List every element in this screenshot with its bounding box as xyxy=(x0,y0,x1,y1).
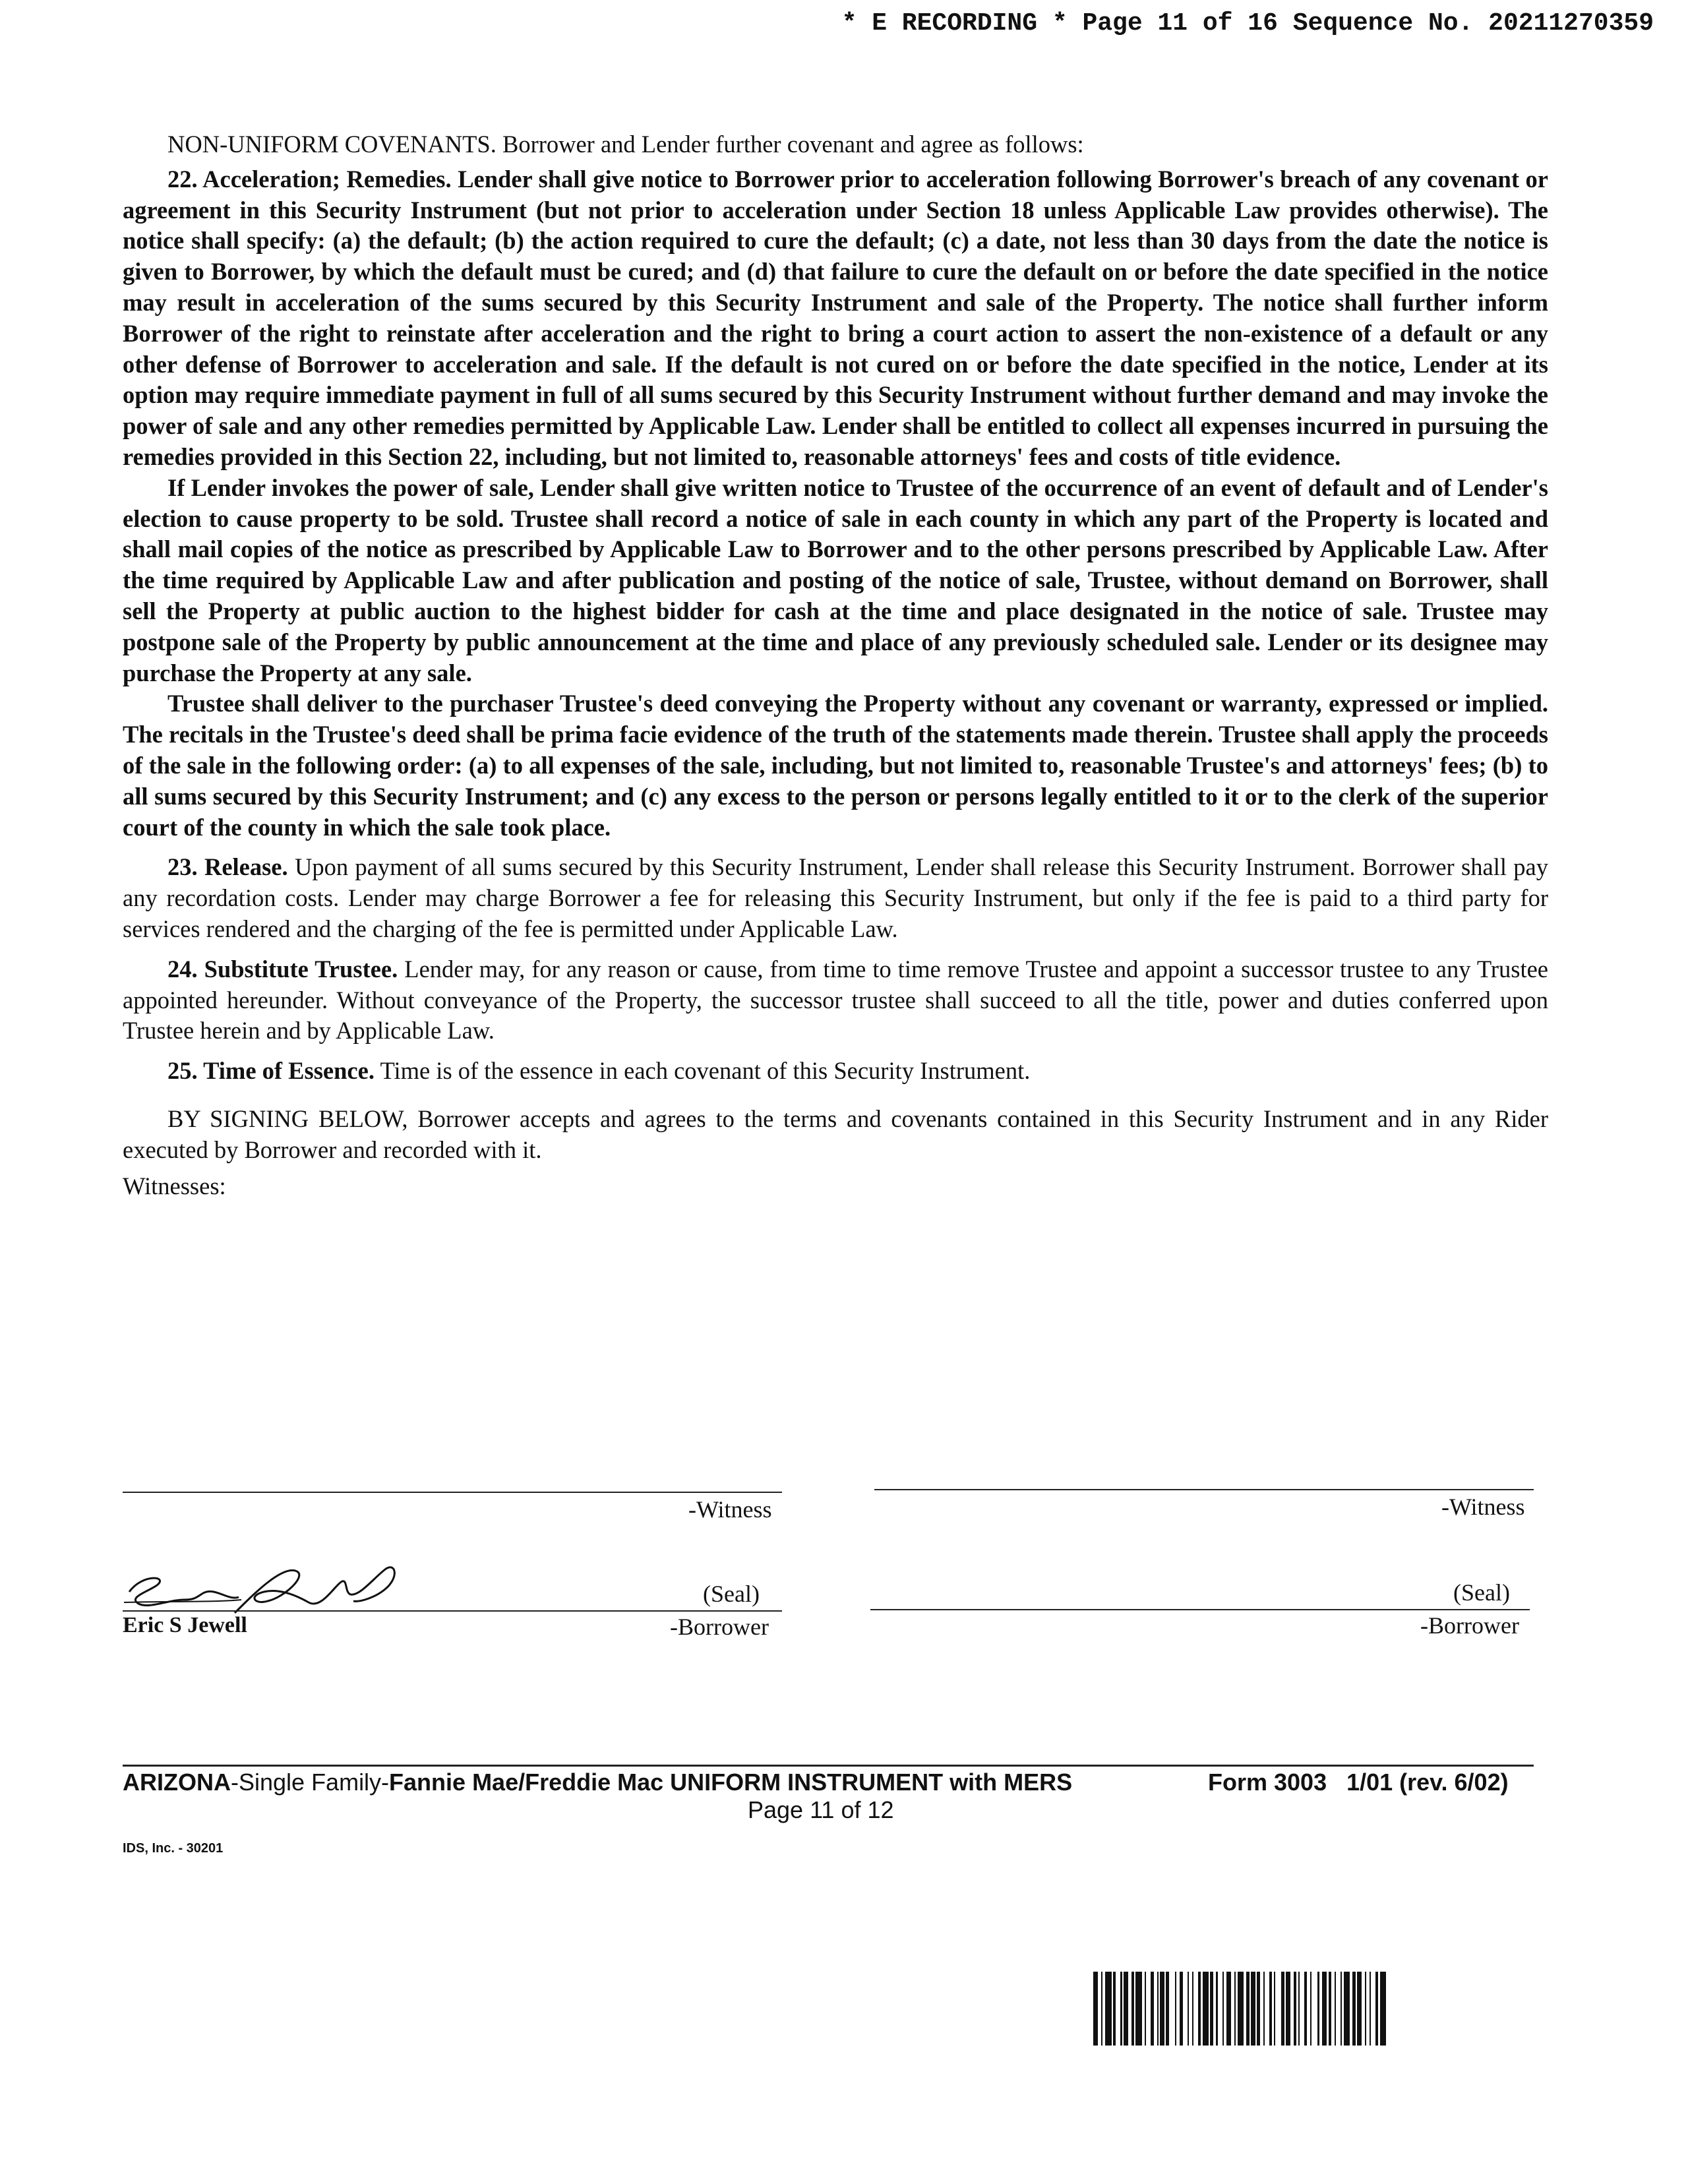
borrower-line-right xyxy=(870,1609,1530,1610)
barcode-bar xyxy=(1298,1972,1300,2046)
form-state: ARIZONA xyxy=(123,1769,231,1796)
footer-rule xyxy=(123,1765,1534,1767)
borrower-label-right: -Borrower xyxy=(1420,1612,1519,1639)
barcode-bar xyxy=(1101,1972,1102,2046)
barcode-bar xyxy=(1286,1972,1290,2046)
barcode-bar xyxy=(1145,1972,1146,2046)
barcode-bar xyxy=(1304,1972,1308,2046)
barcode-bar xyxy=(1157,1972,1159,2046)
section-24-paragraph xyxy=(123,954,1548,1046)
barcode-bar xyxy=(1352,1972,1356,2046)
barcode-bar xyxy=(1120,1972,1122,2046)
barcode-bar xyxy=(1310,1972,1311,2046)
seal-label-right: (Seal) xyxy=(1453,1579,1510,1606)
section-22-paragraph-1 xyxy=(123,164,1548,473)
barcode-bar xyxy=(1375,1972,1379,2046)
barcode-bar xyxy=(1124,1972,1128,2046)
witness-label-right: -Witness xyxy=(1441,1494,1525,1520)
barcode-bar xyxy=(1380,1972,1386,2046)
form-description xyxy=(123,1769,1072,1796)
barcode-bar xyxy=(1216,1972,1217,2046)
witness-line-right xyxy=(874,1489,1534,1490)
barcode-bar xyxy=(1166,1972,1169,2046)
barcode-bar xyxy=(1238,1972,1244,2046)
barcode-bar xyxy=(1251,1972,1255,2046)
barcode-bar xyxy=(1188,1972,1189,2046)
barcode-bar xyxy=(1335,1972,1336,2046)
footer-page-number: Page 11 of 12 xyxy=(748,1796,894,1823)
form-desc-plain: -Single Family- xyxy=(231,1769,390,1796)
barcode-bar xyxy=(1370,1972,1371,2046)
form-number: Form 3003 1/01 (rev. 6/02) xyxy=(1208,1769,1509,1796)
borrower-name: Eric S Jewell xyxy=(123,1613,247,1637)
borrower-label-left: -Borrower xyxy=(670,1614,769,1640)
section-22-paragraph-2: If Lender invokes the power of sale, Lender shall give written notice to Trustee of the occurrence of an event of default and of Lender's election to cause property to be sold. Trustee shall record a notice of sale in each county in which any part of the Property is located and shall mail copies of the notice as prescribed by Applicable Law to Borrower and to the other persons prescribed by Applicable Law. After the time required by Applicable Law and after publication and posting of the notice of sale, Trustee, without demand on Borrower, shall sell the Property at public auction to the highest bidder for cash at the time and place designated in the notice of sale. Trustee may postpone sale of the Property by public announcement at the time and place of any previously scheduled sale. Lender or its designee may purchase the Property at any sale. xyxy=(123,473,1548,686)
barcode-bar xyxy=(1274,1972,1275,2046)
barcode-bar xyxy=(1263,1972,1265,2046)
signing-statement: BY SIGNING BELOW, Borrower accepts and agrees to the terms and covenants contained in this Security Instrument and in any Rider executed by Borrower and recorded with it. xyxy=(123,1105,1548,1163)
barcode-bar xyxy=(1151,1972,1154,2046)
barcode-bar xyxy=(1160,1972,1164,2046)
witnesses-label: Witnesses: xyxy=(123,1172,226,1199)
barcode-bar xyxy=(1180,1972,1183,2046)
section-22-paragraph-3: Trustee shall deliver to the purchaser Trustee's deed conveying the Property without any covenant or warranty, expressed or implied. The recitals in the Trustee's deed shall be prima facie evidence of the truth of the statements made therein. Trustee shall apply the proceeds of the sale in the following order: (a) to all expenses of the sale, including, but not limited to, reasonable Trustee's and attorneys' fees; (b) to all sums secured by this Security Instrument; and (c) any excess to the person or persons legally entitled to it or to the clerk of the superior court of the county in which the sale took place. xyxy=(123,690,1548,841)
barcode-bar xyxy=(1198,1972,1201,2046)
barcode-bar xyxy=(1322,1972,1327,2046)
barcode-bar xyxy=(1329,1972,1332,2046)
barcode-bar xyxy=(1234,1972,1236,2046)
witness-line-left xyxy=(123,1492,782,1493)
barcode-bar xyxy=(1246,1972,1250,2046)
barcode-bar xyxy=(1203,1972,1209,2046)
barcode-bar xyxy=(1365,1972,1366,2046)
seal-label-left: (Seal) xyxy=(703,1581,760,1607)
barcode-bar xyxy=(1281,1972,1284,2046)
barcode-bar xyxy=(1357,1972,1362,2046)
form-desc-bold: Fannie Mae/Freddie Mac UNIFORM INSTRUMENT with MERS xyxy=(389,1769,1073,1796)
barcode-bar xyxy=(1175,1972,1176,2046)
barcode-bar xyxy=(1131,1972,1135,2046)
section-25-paragraph xyxy=(123,1056,1548,1087)
vendor-code: IDS, Inc. - 30201 xyxy=(123,1841,224,1856)
recording-stamp: * E RECORDING * Page 11 of 16 Sequence No. 20211270359 xyxy=(841,9,1654,38)
section-23-text: Upon payment of all sums secured by this Security Instrument, Lender shall release this Security Instrument. Borrower shall pay any recordation costs. Lender may charge Borrower a fee for releasing this Security Instrument, but only if the fee is paid to a third party for services rendered and the charging of the fee is permitted under Applicable Law. xyxy=(123,853,1549,942)
barcode-bar xyxy=(1113,1972,1116,2046)
witness-label-left: -Witness xyxy=(688,1496,772,1523)
section-22-text-1: Lender shall give notice to Borrower prior to acceleration following Borrower's breach of any covenant or agreement in this Security Instrument (but not prior to acceleration under Section 18 unless Applicable Law provides otherwise). The notice shall specify: (a) the default; (b) the action required to cure the default; (c) a date, not less than 30 days from the date the notice is given to Borrower, by which the default must be cured; and (d) that failure to cure the default on or before the date specified in the notice may result in acceleration of the sums secured by this Security Instrument and sale of the Property. The notice shall further inform Borrower of the right to reinstate after acceleration and the right to bring a court action to assert the non-existence of a default or any other defense of Borrower to acceleration and sale. If the default is not cured on or before the date specified in the notice, Lender at its option may require immediate payment in full of all sums secured by this Security Instrument without further demand and may invoke the power of sale and any other remedies permitted by Applicable Law. Lender shall be entitled to collect all expenses incurred in pursuing the remedies provided in this Section 22, including, but not limited to, reasonable attorneys' fees and costs of title evidence. xyxy=(123,165,1549,470)
non-uniform-covenants-intro: NON-UNIFORM COVENANTS. Borrower and Lender further covenant and agree as follows: xyxy=(167,131,1084,158)
barcode-bar xyxy=(1192,1972,1193,2046)
barcode-bar xyxy=(1341,1972,1342,2046)
barcode-bar xyxy=(1344,1972,1350,2046)
section-23-heading: 23. Release. xyxy=(167,853,288,881)
section-22-heading: 22. Acceleration; Remedies. xyxy=(167,165,452,193)
section-24-text: Lender may, for any reason or cause, from time to time remove Trustee and appoint a successor trustee to any Trustee appointed hereunder. Without conveyance of the Property, the successor trustee shall succeed to all the title, power and duties conferred upon Trustee herein and by Applicable Law. xyxy=(123,955,1549,1045)
barcode-bar xyxy=(1210,1972,1213,2046)
barcode-bar xyxy=(1135,1972,1141,2046)
barcode-bar xyxy=(1093,1972,1098,2046)
barcode-bar xyxy=(1294,1972,1297,2046)
barcode-bar xyxy=(1105,1972,1111,2046)
barcode-bar xyxy=(1317,1972,1319,2046)
section-24-heading: 24. Substitute Trustee. xyxy=(167,955,398,983)
borrower-line-left xyxy=(123,1610,782,1612)
section-25-text: Time is of the essence in each covenant of this Security Instrument. xyxy=(380,1057,1031,1085)
barcode xyxy=(1093,1972,1535,2046)
barcode-bar xyxy=(1257,1972,1260,2046)
barcode-bar xyxy=(1269,1972,1273,2046)
document-body xyxy=(123,129,1548,1201)
barcode-bar xyxy=(1222,1972,1224,2046)
barcode-bar xyxy=(1226,1972,1231,2046)
section-23-paragraph xyxy=(123,852,1548,944)
section-25-heading: 25. Time of Essence. xyxy=(167,1057,375,1085)
